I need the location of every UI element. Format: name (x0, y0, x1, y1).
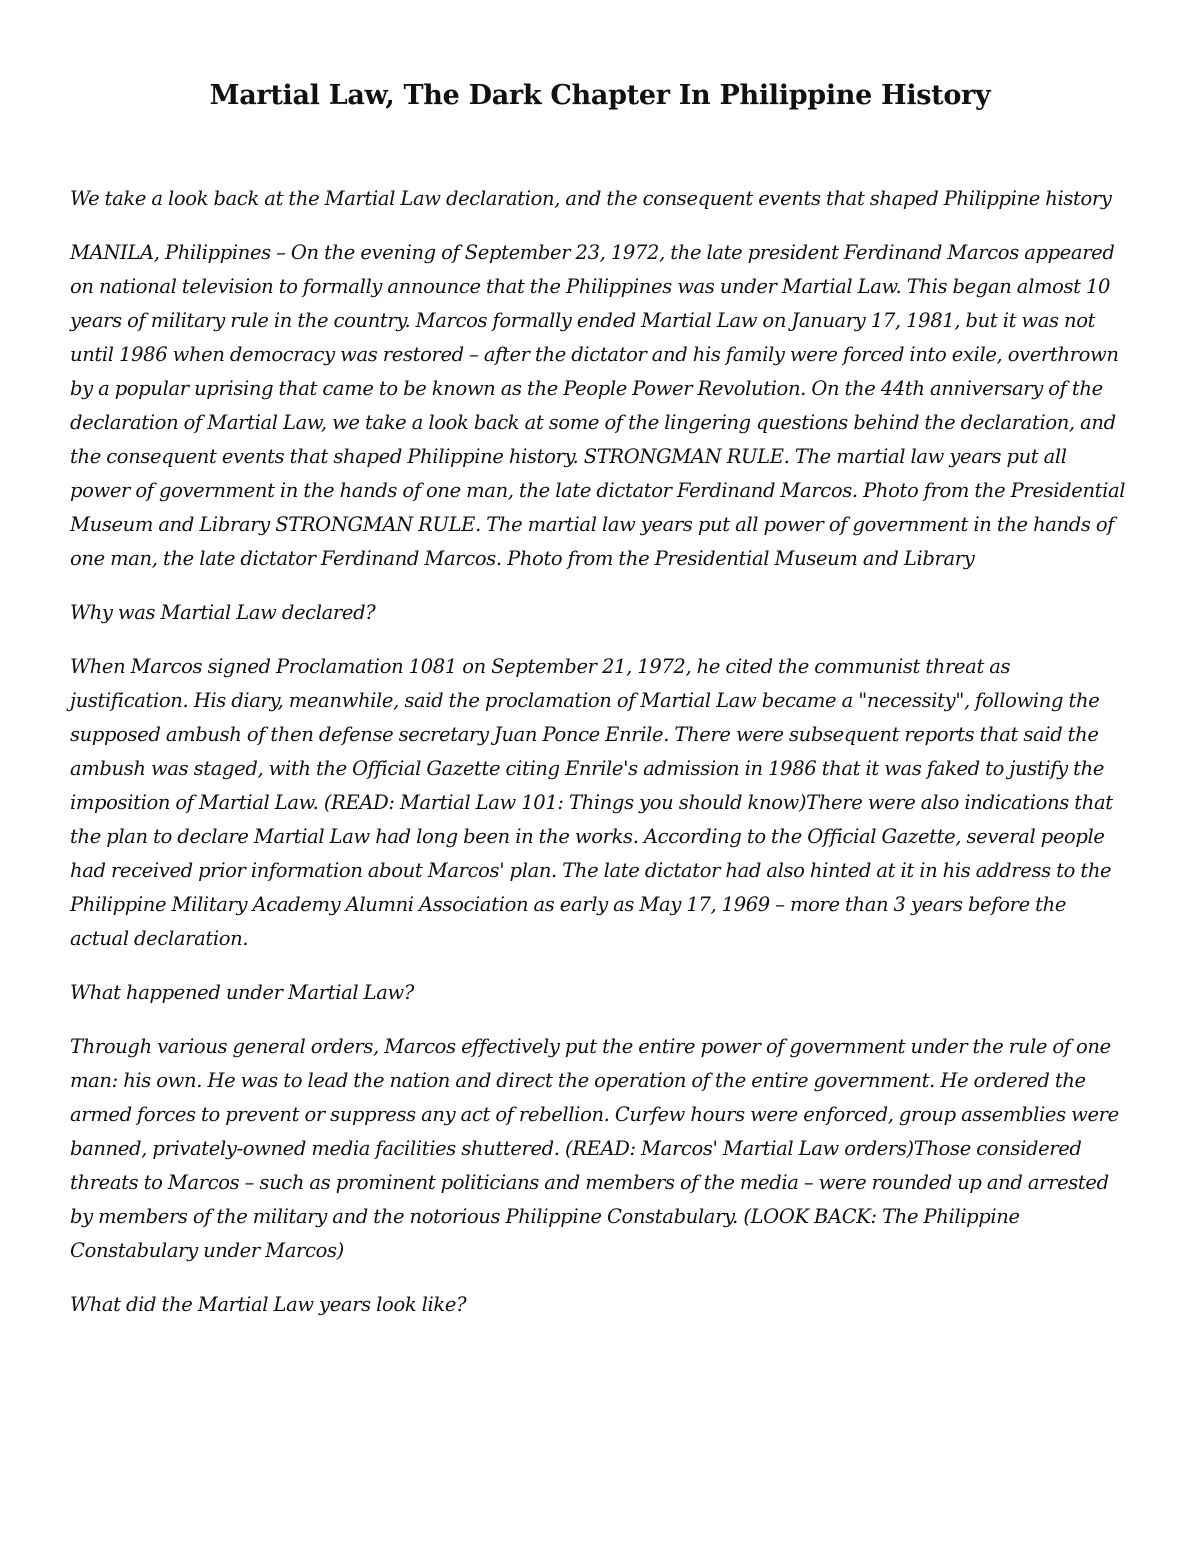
manila-paragraph: MANILA, Philippines – On the evening of September 23, 1972, the late president Ferdinand Marcos appeared on national television to formally announce that the Philippines was under Martial Law. This began almost 10 years of military rule in the country. Marcos formally ended Martial Law on January 17, 1981, but it was not until 1986 when democracy was restored – after the dictator and his family were forced into exile, overthrown by a popular uprising that came to be known as the People Power Revolution. On the 44th anniversary of the declaration of Martial Law, we take a look back at some of the lingering questions behind the declaration, and the consequent events that shaped Philippine history. STRONGMAN RULE. The martial law years put all power of government in the hands of one man, the late dictator Ferdinand Marcos. Photo from the Presidential Museum and Library STRONGMAN RULE. The martial law years put all power of government in the hands of one man, the late dictator Ferdinand Marcos. Photo from the Presidential Museum and Library (70, 241, 1126, 570)
section-heading-why-declared: Why was Martial Law declared? (70, 601, 376, 624)
what-happened-paragraph: Through various general orders, Marcos effectively put the entire power of government under the rule of one man: his own. He was to lead the nation and direct the operation of the entire government. He ordered the armed forces to prevent or suppress any act of rebellion. Curfew hours were enforced, group assemblies were banned, privately-owned media facilities shuttered. (READ: Marcos' Martial Law orders)Those considered threats to Marcos – such as prominent politicians and members of the media – were rounded up and arrested by members of the military and the notorious Philippine Constabulary. (LOOK BACK: The Philippine Constabulary under Marcos) (70, 1035, 1119, 1262)
section-heading-what-look-like: What did the Martial Law years look like? (70, 1293, 467, 1316)
why-declared-paragraph: When Marcos signed Proclamation 1081 on September 21, 1972, he cited the communist threat as justification. His diary, meanwhile, said the proclamation of Martial Law became a "necessity", following the supposed ambush of then defense secretary Juan Ponce Enrile. There were subsequent reports that said the ambush was staged, with the Official Gazette citing Enrile's admission in 1986 that it was faked to justify the imposition of Martial Law. (READ: Martial Law 101: Things you should know)There were also indications that the plan to declare Martial Law had long been in the works. According to the Official Gazette, several people had received prior information about Marcos' plan. The late dictator had also hinted at it in his address to the Philippine Military Academy Alumni Association as early as May 17, 1969 – more than 3 years before the actual declaration. (70, 655, 1113, 950)
document-title: Martial Law, The Dark Chapter In Philippine History (209, 80, 991, 111)
section-heading-what-happened: What happened under Martial Law? (70, 981, 414, 1004)
intro-paragraph: We take a look back at the Martial Law declaration, and the consequent events that shaped Philippine history (70, 187, 1112, 210)
document-body (70, 182, 1130, 1322)
